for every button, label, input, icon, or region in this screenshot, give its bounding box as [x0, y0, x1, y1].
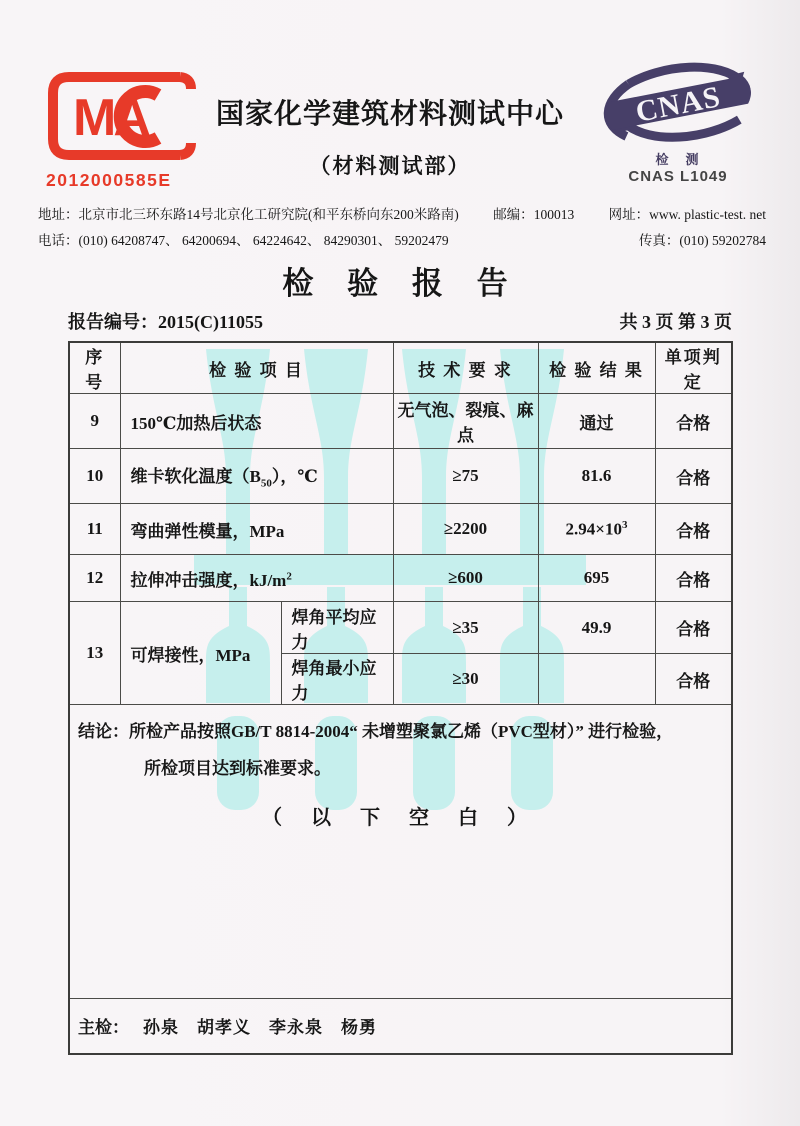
cnas-certificate-number: CNAS L1049 — [628, 168, 728, 185]
result-value — [538, 654, 655, 705]
contact-info — [38, 202, 766, 254]
result-value: 49.9 — [538, 602, 655, 654]
fax-value: (010) 59202784 — [679, 233, 766, 248]
fax-label: 传真： — [638, 233, 680, 248]
requirement-value: 无气泡、裂痕、麻点 — [393, 394, 538, 449]
page-indicator: 共 3 页 第 3 页 — [619, 312, 732, 332]
phone-label: 电话： — [38, 233, 79, 248]
verdict-value: 合格 — [655, 449, 732, 504]
results-table — [68, 341, 733, 1055]
results-table-area — [68, 341, 733, 1051]
conclusion-text: 所检项目达到标准要求。 — [144, 759, 331, 778]
conclusion-row — [69, 705, 732, 999]
verdict-value: 合格 — [655, 654, 732, 705]
result-value: 81.6 — [538, 449, 655, 504]
result-value: $2.94\times 10^3$ — [538, 504, 655, 555]
requirement-value: ≥75 — [393, 449, 538, 504]
header-item: 检 验 项 目 — [120, 342, 393, 394]
cma-block — [46, 70, 208, 191]
cnas-accreditation-text: 检 测 — [655, 152, 701, 167]
test-item: 维卡软化温度$(B_{50})$，℃ — [120, 449, 393, 504]
test-item: 拉伸冲击强度，$kJ/m^2$ — [120, 555, 393, 602]
cnas-logo-icon — [597, 58, 759, 148]
header-requirement: 技 术 要 求 — [393, 342, 538, 394]
report-number-label: 报告编号： — [68, 312, 158, 332]
header-result: 检 验 结 果 — [538, 342, 655, 394]
row-no: 13 — [69, 602, 120, 705]
conclusion-text: 所检产品按照GB/T 8814-2004“ 未增塑聚氯乙烯（PVC型材）” 进行检验， — [129, 722, 674, 741]
verdict-value: 合格 — [655, 394, 732, 449]
cma-logo-icon — [46, 70, 198, 162]
header-verdict: 单项判定 — [655, 342, 732, 394]
verdict-value: 合格 — [655, 555, 732, 602]
test-item: 弯曲弹性模量，MPa — [120, 504, 393, 555]
department-name: （材料测试部） — [309, 155, 471, 178]
cnas-block — [594, 58, 762, 185]
blank-below-note: （ 以 下 空 白 ） — [262, 807, 539, 829]
zip-value: 100013 — [533, 207, 575, 222]
sub-item: 焊角最小应力 — [281, 654, 393, 705]
address-line — [38, 202, 766, 228]
test-item: 150℃加热后状态 — [120, 394, 393, 449]
zip-label: 邮编： — [493, 207, 534, 222]
cnas-letters: CNAS — [633, 80, 724, 129]
table-header-row — [69, 342, 732, 394]
report-number: 2015(C)11055 — [158, 312, 263, 332]
website-value: www. plastic-test. net — [649, 207, 766, 222]
address-label: 地址： — [38, 207, 79, 222]
phone-line — [38, 228, 766, 254]
table-row — [69, 555, 732, 602]
center-name: 国家化学建筑材料测试中心 — [215, 98, 564, 129]
header-no: 序 号 — [69, 342, 120, 394]
test-item: 可焊接性，MPa — [120, 602, 281, 705]
conclusion-section — [69, 705, 732, 999]
inspector-label: 主检： — [78, 1018, 129, 1038]
row-no: 9 — [69, 394, 120, 449]
row-no: 12 — [69, 555, 120, 602]
conclusion-label: 结论： — [78, 722, 129, 741]
result-value: 通过 — [538, 394, 655, 449]
report-title: 检 验 报 告 — [282, 266, 518, 301]
cma-certificate-number: 2012000585E — [46, 170, 172, 190]
report-meta — [68, 308, 732, 334]
verdict-value: 合格 — [655, 504, 732, 555]
requirement-value: ≥30 — [393, 654, 538, 705]
cma-letters: MA — [73, 89, 148, 147]
table-row — [69, 504, 732, 555]
sub-item: 焊角平均应力 — [281, 602, 393, 654]
requirement-value: ≥2200 — [393, 504, 538, 555]
phone-value: (010) 64208747、 64200694、 64224642、 84290301、 59202479 — [78, 233, 449, 248]
inspector-names: 孙泉 胡孝义 李永泉 杨勇 — [143, 1018, 377, 1038]
inspector-row — [69, 999, 732, 1054]
requirement-value: ≥600 — [393, 555, 538, 602]
result-value: 695 — [538, 555, 655, 602]
website-label: 网址： — [608, 207, 650, 222]
row-no: 10 — [69, 449, 120, 504]
row-no: 11 — [69, 504, 120, 555]
title-block — [185, 92, 595, 180]
address-value: 北京市北三环东路14号北京化工研究院(和平东桥向东200米路南) — [78, 207, 459, 222]
requirement-value: ≥35 — [393, 602, 538, 654]
table-row — [69, 449, 732, 504]
verdict-value: 合格 — [655, 602, 732, 654]
table-row — [69, 394, 732, 449]
table-row — [69, 602, 732, 654]
